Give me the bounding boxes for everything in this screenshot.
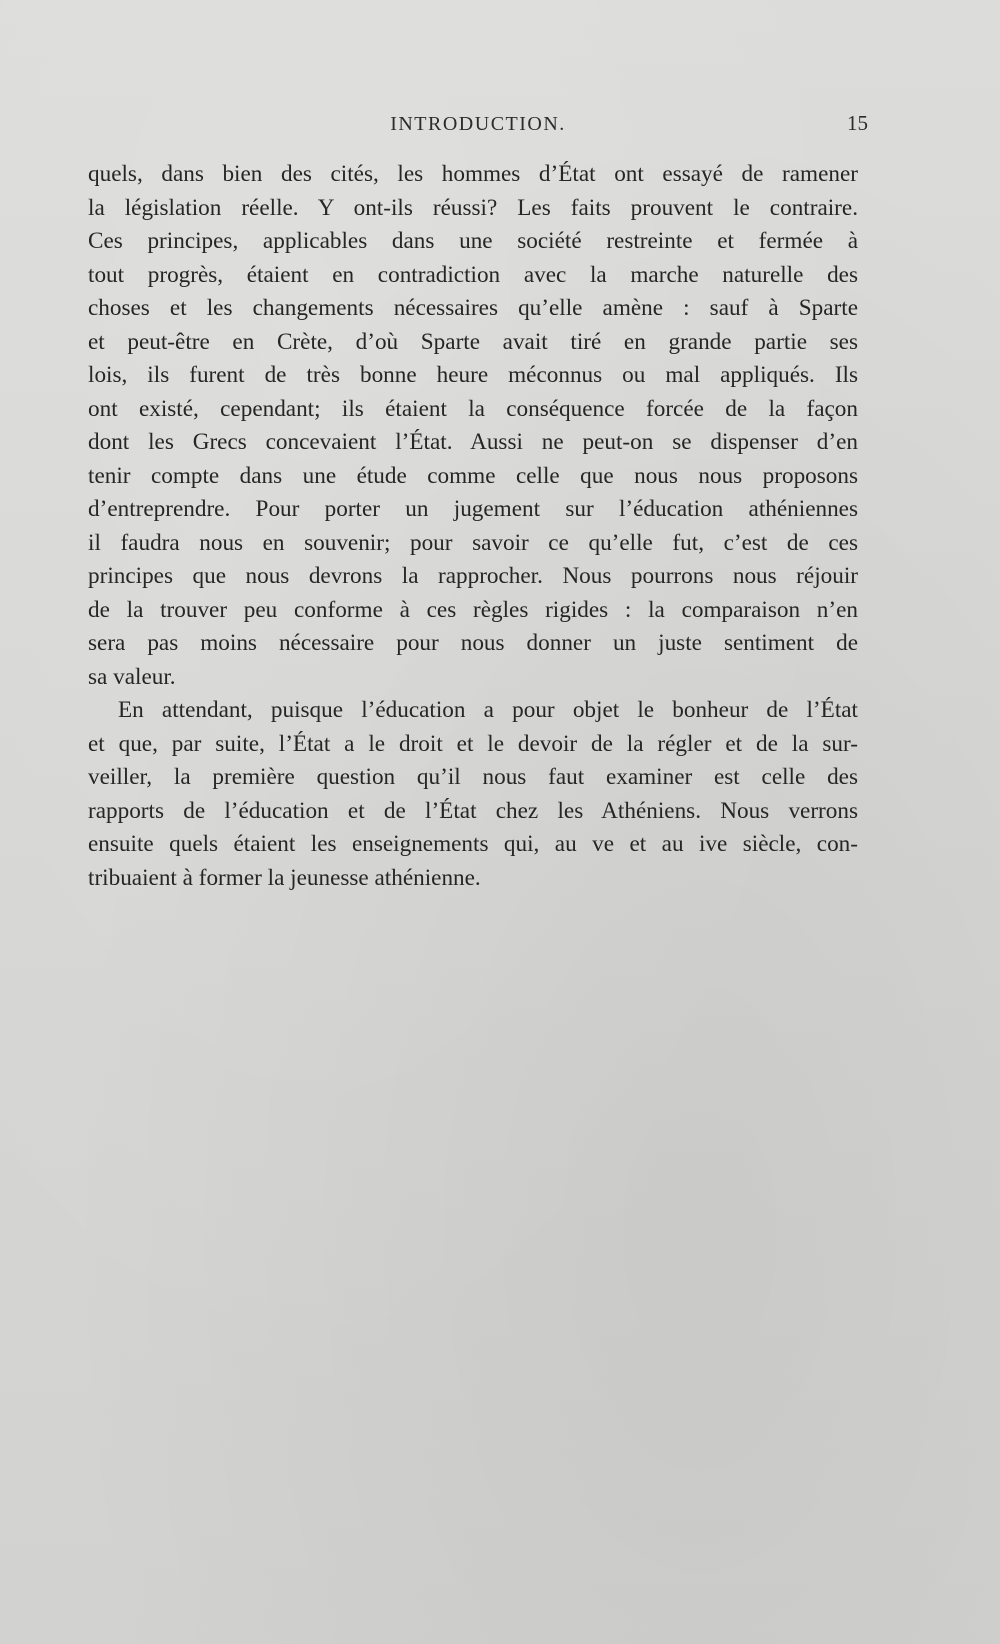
paragraph-1-line-2: la législation réelle. Y ont-ils réussi? Les faits prouvent le contraire. — [88, 194, 858, 221]
paragraph-1-line-13: principes que nous devrons la rapprocher. Nous pourrons nous réjouir — [88, 563, 858, 589]
paragraph-1-line-12: il faudra nous en souvenir; pour savoir ce qu’elle fut, c’est de ces — [88, 529, 858, 556]
paragraph-1-line-6: et peut-être en Crète, d’où Sparte avait tiré en grande partie ses — [88, 328, 858, 355]
paragraph-1-line-14: de la trouver peu conforme à ces règles rigides : la comparaison n’en — [88, 596, 858, 623]
page-number: 15 — [847, 111, 868, 135]
running-title: INTRODUCTION. — [390, 113, 566, 135]
paragraph-1-line-4: tout progrès, étaient en contradiction avec la marche naturelle des — [88, 261, 858, 288]
paragraph-2-line-3: veiller, la première question qu’il nous faut examiner est celle des — [88, 764, 858, 790]
paragraph-1-line-5: choses et les changements nécessaires qu’elle amène : sauf à Sparte — [88, 295, 858, 321]
paragraph-1-line-11: d’entreprendre. Pour porter un jugement sur l’éducation athéniennes — [88, 496, 858, 522]
paragraph-2-line-5: ensuite quels étaient les enseignements qui, au ve et au ive siècle, con- — [88, 831, 858, 857]
paragraph-2-line-4: rapports de l’éducation et de l’État chez les Athéniens. Nous verrons — [88, 797, 858, 824]
paragraph-2-line-2: et que, par suite, l’État a le droit et le devoir de la régler et de la sur- — [88, 730, 858, 757]
paragraph-1-line-10: tenir compte dans une étude comme celle que nous nous proposons — [88, 462, 858, 489]
paragraph-1-line-3: Ces principes, applicables dans une société restreinte et fermée à — [88, 228, 858, 254]
paragraph-1-line-8: ont existé, cependant; ils étaient la conséquence forcée de la façon — [88, 395, 858, 422]
paragraph-1-line-16: sa valeur. — [88, 663, 176, 690]
paragraph-1-line-9: dont les Grecs concevaient l’État. Aussi ne peut-on se dispenser d’en — [88, 429, 858, 455]
paragraph-2-line-1: En attendant, puisque l’éducation a pour objet le bonheur de l’État — [118, 697, 858, 723]
running-head — [88, 113, 868, 143]
body-text — [88, 158, 858, 895]
paragraph-1-line-1: quels, dans bien des cités, les hommes d’État ont essayé de ramener — [88, 161, 858, 187]
paragraph-1-line-15: sera pas moins nécessaire pour nous donner un juste sentiment de — [88, 630, 858, 656]
paragraph-2-line-6: tribuaient à former la jeunesse athénienne. — [88, 864, 481, 891]
paragraph-1-line-7: lois, ils furent de très bonne heure méconnus ou mal appliqués. Ils — [88, 362, 858, 388]
